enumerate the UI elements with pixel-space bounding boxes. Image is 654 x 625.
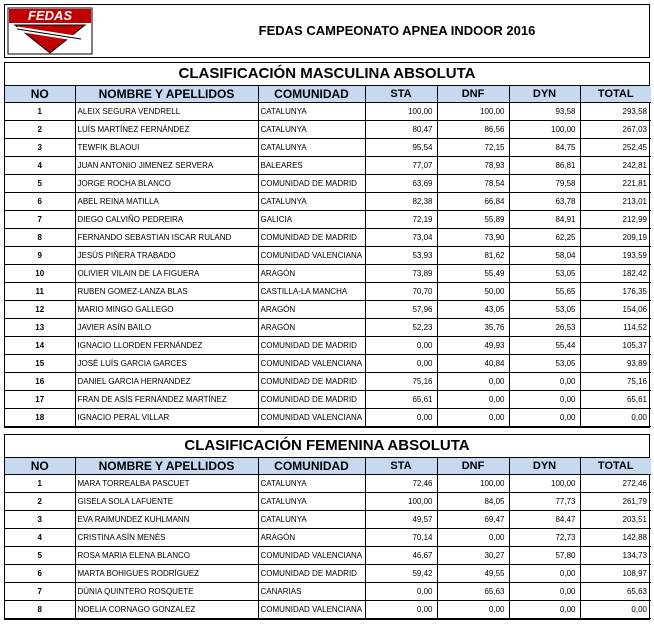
col-name-header: NOMBRE Y APELLIDOS xyxy=(75,86,258,103)
sta-cell: 100,00 xyxy=(365,103,437,121)
rank-cell: 7 xyxy=(5,583,75,601)
comunidad-cell: COMUNIDAD DE MADRID xyxy=(258,229,365,247)
femenina-section xyxy=(4,434,650,620)
rank-cell: 14 xyxy=(5,337,75,355)
name-cell: ALEIX SEGURA VENDRELL xyxy=(75,103,258,121)
rank-cell: 5 xyxy=(5,175,75,193)
col-comunidad-header: COMUNIDAD xyxy=(258,458,365,475)
table-row xyxy=(5,175,651,193)
dyn-cell: 100,00 xyxy=(509,475,580,493)
rank-cell: 18 xyxy=(5,409,75,427)
name-cell: RUBEN GOMEZ-LANZA BLAS xyxy=(75,283,258,301)
dnf-cell: 40,84 xyxy=(437,355,509,373)
rank-cell: 10 xyxy=(5,265,75,283)
name-cell: JESÚS PIÑERA TRABADO xyxy=(75,247,258,265)
dnf-cell: 84,05 xyxy=(437,493,509,511)
col-dnf-header: DNF xyxy=(437,458,509,475)
logo-text: FEDAS xyxy=(27,8,73,23)
table-row xyxy=(5,547,651,565)
dyn-cell: 77,73 xyxy=(509,493,580,511)
sta-cell: 72,46 xyxy=(365,475,437,493)
name-cell: JORGE ROCHA BLANCO xyxy=(75,175,258,193)
comunidad-cell: COMUNIDAD VALENCIANA xyxy=(258,247,365,265)
dyn-cell: 84,75 xyxy=(509,139,580,157)
comunidad-cell: CATALUNYA xyxy=(258,121,365,139)
dnf-cell: 0,00 xyxy=(437,601,509,619)
dyn-cell: 86,81 xyxy=(509,157,580,175)
name-cell: DIEGO CALVIÑO PEDREIRA xyxy=(75,211,258,229)
comunidad-cell: CATALUNYA xyxy=(258,511,365,529)
col-name-header: NOMBRE Y APELLIDOS xyxy=(75,458,258,475)
dnf-cell: 72,15 xyxy=(437,139,509,157)
col-sta-header: STA xyxy=(365,458,437,475)
rank-cell: 8 xyxy=(5,229,75,247)
rank-cell: 12 xyxy=(5,301,75,319)
sta-cell: 0,00 xyxy=(365,337,437,355)
name-cell: JAVIER ASÍN BAILO xyxy=(75,319,258,337)
total-cell: 108,97 xyxy=(580,565,651,583)
total-cell: 267,03 xyxy=(580,121,651,139)
dyn-cell: 0,00 xyxy=(509,565,580,583)
sta-cell: 73,89 xyxy=(365,265,437,283)
total-cell: 221,81 xyxy=(580,175,651,193)
table-row xyxy=(5,103,651,121)
rank-cell: 5 xyxy=(5,547,75,565)
table-row xyxy=(5,157,651,175)
total-cell: 105,37 xyxy=(580,337,651,355)
rank-cell: 6 xyxy=(5,565,75,583)
col-dyn-header: DYN xyxy=(509,86,580,103)
total-cell: 261,79 xyxy=(580,493,651,511)
dnf-cell: 69,47 xyxy=(437,511,509,529)
rank-cell: 8 xyxy=(5,601,75,619)
dnf-cell: 0,00 xyxy=(437,529,509,547)
dyn-cell: 0,00 xyxy=(509,409,580,427)
table-row xyxy=(5,529,651,547)
dnf-cell: 0,00 xyxy=(437,373,509,391)
sta-cell: 52,23 xyxy=(365,319,437,337)
sta-cell: 65,61 xyxy=(365,391,437,409)
sta-cell: 82,38 xyxy=(365,193,437,211)
table-row xyxy=(5,229,651,247)
name-cell: ROSA MARIA ELENA BLANCO xyxy=(75,547,258,565)
table-row xyxy=(5,121,651,139)
sta-cell: 95,54 xyxy=(365,139,437,157)
table-row xyxy=(5,391,651,409)
femenina-title: CLASIFICACIÓN FEMENINA ABSOLUTA xyxy=(5,435,649,458)
comunidad-cell: ARAGÓN xyxy=(258,301,365,319)
table-row xyxy=(5,601,651,619)
rank-cell: 17 xyxy=(5,391,75,409)
total-cell: 252,45 xyxy=(580,139,651,157)
total-cell: 75,16 xyxy=(580,373,651,391)
name-cell: MARA TORREALBA PASCUET xyxy=(75,475,258,493)
sta-cell: 77,07 xyxy=(365,157,437,175)
dnf-cell: 100,00 xyxy=(437,103,509,121)
name-cell: JOSÉ LUÍS GARCIA GARCES xyxy=(75,355,258,373)
dyn-cell: 84,47 xyxy=(509,511,580,529)
comunidad-cell: ARAGÓN xyxy=(258,265,365,283)
total-cell: 212,99 xyxy=(580,211,651,229)
sta-cell: 80,47 xyxy=(365,121,437,139)
rank-cell: 9 xyxy=(5,247,75,265)
sta-cell: 100,00 xyxy=(365,493,437,511)
sta-cell: 0,00 xyxy=(365,601,437,619)
dnf-cell: 78,93 xyxy=(437,157,509,175)
total-cell: 203,51 xyxy=(580,511,651,529)
sta-cell: 72,19 xyxy=(365,211,437,229)
col-no-header: NO xyxy=(5,458,75,475)
dyn-cell: 55,65 xyxy=(509,283,580,301)
total-cell: 293,58 xyxy=(580,103,651,121)
dnf-cell: 100,00 xyxy=(437,475,509,493)
dnf-cell: 49,93 xyxy=(437,337,509,355)
table-row xyxy=(5,247,651,265)
document-header xyxy=(4,4,650,58)
table-row xyxy=(5,511,651,529)
dyn-cell: 53,05 xyxy=(509,265,580,283)
dyn-cell: 0,00 xyxy=(509,373,580,391)
sta-cell: 49,57 xyxy=(365,511,437,529)
rank-cell: 4 xyxy=(5,529,75,547)
rank-cell: 6 xyxy=(5,193,75,211)
total-cell: 142,88 xyxy=(580,529,651,547)
table-row xyxy=(5,475,651,493)
total-cell: 93,89 xyxy=(580,355,651,373)
dyn-cell: 26,53 xyxy=(509,319,580,337)
rank-cell: 1 xyxy=(5,475,75,493)
total-cell: 154,06 xyxy=(580,301,651,319)
name-cell: DÚNIA QUINTERO ROSQUETE xyxy=(75,583,258,601)
dyn-cell: 55,44 xyxy=(509,337,580,355)
dnf-cell: 30,27 xyxy=(437,547,509,565)
table-row xyxy=(5,337,651,355)
name-cell: NOELIA CORNAGO GONZALEZ xyxy=(75,601,258,619)
comunidad-cell: ARAGÓN xyxy=(258,319,365,337)
name-cell: OLIVIER VILAIN DE LA FIGUERA xyxy=(75,265,258,283)
dyn-cell: 63,78 xyxy=(509,193,580,211)
name-cell: ABEL REINA MATILLA xyxy=(75,193,258,211)
sta-cell: 57,96 xyxy=(365,301,437,319)
dnf-cell: 81,62 xyxy=(437,247,509,265)
col-no-header: NO xyxy=(5,86,75,103)
rank-cell: 2 xyxy=(5,121,75,139)
rank-cell: 15 xyxy=(5,355,75,373)
total-cell: 134,73 xyxy=(580,547,651,565)
rank-cell: 2 xyxy=(5,493,75,511)
dnf-cell: 43,05 xyxy=(437,301,509,319)
name-cell: IGNACIO LLORDEN FERNÁNDEZ xyxy=(75,337,258,355)
comunidad-cell: CATALUNYA xyxy=(258,475,365,493)
total-cell: 213,01 xyxy=(580,193,651,211)
comunidad-cell: COMUNIDAD VALENCIANA xyxy=(258,547,365,565)
name-cell: CRISTINA ASÍN MENÉS xyxy=(75,529,258,547)
dnf-cell: 35,76 xyxy=(437,319,509,337)
total-cell: 193,59 xyxy=(580,247,651,265)
table-row xyxy=(5,139,651,157)
total-cell: 272,46 xyxy=(580,475,651,493)
table-row xyxy=(5,583,651,601)
comunidad-cell: COMUNIDAD VALENCIANA xyxy=(258,409,365,427)
masculina-section xyxy=(4,62,650,428)
dyn-cell: 84,91 xyxy=(509,211,580,229)
comunidad-cell: COMUNIDAD DE MADRID xyxy=(258,373,365,391)
femenina-table xyxy=(5,458,651,619)
table-row xyxy=(5,301,651,319)
col-dnf-header: DNF xyxy=(437,86,509,103)
name-cell: TEWFIK BLAOUI xyxy=(75,139,258,157)
name-cell: IGNACIO PERAL VILLAR xyxy=(75,409,258,427)
comunidad-cell: GALICIA xyxy=(258,211,365,229)
rank-cell: 11 xyxy=(5,283,75,301)
comunidad-cell: CATALUNYA xyxy=(258,193,365,211)
dyn-cell: 53,05 xyxy=(509,355,580,373)
sta-cell: 0,00 xyxy=(365,409,437,427)
comunidad-cell: BALEARES xyxy=(258,157,365,175)
page-title: FEDAS CAMPEONATO APNEA INDOOR 2016 xyxy=(258,23,536,38)
total-cell: 114,52 xyxy=(580,319,651,337)
rank-cell: 3 xyxy=(5,511,75,529)
fedas-logo xyxy=(7,7,93,55)
femenina-header-row xyxy=(5,458,651,475)
sta-cell: 63,69 xyxy=(365,175,437,193)
sta-cell: 0,00 xyxy=(365,583,437,601)
total-cell: 182,42 xyxy=(580,265,651,283)
rank-cell: 7 xyxy=(5,211,75,229)
total-cell: 0,00 xyxy=(580,601,651,619)
table-row xyxy=(5,565,651,583)
rank-cell: 4 xyxy=(5,157,75,175)
total-cell: 176,35 xyxy=(580,283,651,301)
rank-cell: 16 xyxy=(5,373,75,391)
dnf-cell: 65,63 xyxy=(437,583,509,601)
name-cell: FRAN DE ASÍS FERNÁNDEZ MARTÍNEZ xyxy=(75,391,258,409)
sta-cell: 53,93 xyxy=(365,247,437,265)
dyn-cell: 0,00 xyxy=(509,583,580,601)
table-row xyxy=(5,265,651,283)
comunidad-cell: COMUNIDAD VALENCIANA xyxy=(258,355,365,373)
dnf-cell: 0,00 xyxy=(437,409,509,427)
name-cell: EVA RAIMUNDEZ KUHLMANN xyxy=(75,511,258,529)
dyn-cell: 58,04 xyxy=(509,247,580,265)
dnf-cell: 50,00 xyxy=(437,283,509,301)
dnf-cell: 55,89 xyxy=(437,211,509,229)
dyn-cell: 0,00 xyxy=(509,391,580,409)
comunidad-cell: ARAGÓN xyxy=(258,529,365,547)
table-row xyxy=(5,409,651,427)
table-row xyxy=(5,373,651,391)
dyn-cell: 57,80 xyxy=(509,547,580,565)
dyn-cell: 100,00 xyxy=(509,121,580,139)
sta-cell: 73,04 xyxy=(365,229,437,247)
dnf-cell: 55,49 xyxy=(437,265,509,283)
dyn-cell: 79,58 xyxy=(509,175,580,193)
dnf-cell: 0,00 xyxy=(437,391,509,409)
masculina-table xyxy=(5,86,651,427)
comunidad-cell: CATALUNYA xyxy=(258,103,365,121)
total-cell: 65,63 xyxy=(580,583,651,601)
table-row xyxy=(5,319,651,337)
rank-cell: 13 xyxy=(5,319,75,337)
dyn-cell: 72,73 xyxy=(509,529,580,547)
dyn-cell: 93,58 xyxy=(509,103,580,121)
total-cell: 242,81 xyxy=(580,157,651,175)
dyn-cell: 62,25 xyxy=(509,229,580,247)
dyn-cell: 53,05 xyxy=(509,301,580,319)
name-cell: MARIO MINGO GALLEGO xyxy=(75,301,258,319)
comunidad-cell: COMUNIDAD DE MADRID xyxy=(258,391,365,409)
comunidad-cell: CANARIAS xyxy=(258,583,365,601)
sta-cell: 70,70 xyxy=(365,283,437,301)
comunidad-cell: COMUNIDAD DE MADRID xyxy=(258,565,365,583)
sta-cell: 70,14 xyxy=(365,529,437,547)
comunidad-cell: COMUNIDAD VALENCIANA xyxy=(258,601,365,619)
total-cell: 209,19 xyxy=(580,229,651,247)
masculina-header-row xyxy=(5,86,651,103)
dyn-cell: 0,00 xyxy=(509,601,580,619)
total-cell: 65,61 xyxy=(580,391,651,409)
table-row xyxy=(5,211,651,229)
table-row xyxy=(5,355,651,373)
name-cell: MARTA BOHIGUES RODRÍGUEZ xyxy=(75,565,258,583)
dnf-cell: 66,84 xyxy=(437,193,509,211)
sta-cell: 59,42 xyxy=(365,565,437,583)
dnf-cell: 78,54 xyxy=(437,175,509,193)
masculina-title: CLASIFICACIÓN MASCULINA ABSOLUTA xyxy=(5,63,649,86)
col-total-header: TOTAL xyxy=(580,458,651,475)
comunidad-cell: COMUNIDAD DE MADRID xyxy=(258,337,365,355)
name-cell: GISELA SOLA LAFUENTE xyxy=(75,493,258,511)
rank-cell: 1 xyxy=(5,103,75,121)
comunidad-cell: CATALUNYA xyxy=(258,139,365,157)
col-sta-header: STA xyxy=(365,86,437,103)
table-row xyxy=(5,193,651,211)
rank-cell: 3 xyxy=(5,139,75,157)
col-comunidad-header: COMUNIDAD xyxy=(258,86,365,103)
col-dyn-header: DYN xyxy=(509,458,580,475)
dnf-cell: 49,55 xyxy=(437,565,509,583)
comunidad-cell: COMUNIDAD DE MADRID xyxy=(258,175,365,193)
col-total-header: TOTAL xyxy=(580,86,651,103)
table-row xyxy=(5,283,651,301)
sta-cell: 0,00 xyxy=(365,355,437,373)
total-cell: 0,00 xyxy=(580,409,651,427)
sta-cell: 75,16 xyxy=(365,373,437,391)
table-row xyxy=(5,493,651,511)
dnf-cell: 73,90 xyxy=(437,229,509,247)
dnf-cell: 86,56 xyxy=(437,121,509,139)
name-cell: LUÍS MARTÍNEZ FERNÁNDEZ xyxy=(75,121,258,139)
name-cell: FERNANDO SEBASTIAN ISCAR RULAND xyxy=(75,229,258,247)
comunidad-cell: CASTILLA-LA MANCHA xyxy=(258,283,365,301)
sta-cell: 46,67 xyxy=(365,547,437,565)
name-cell: DANIEL GARCIA HERNANDEZ xyxy=(75,373,258,391)
name-cell: JUAN ANTONIO JIMENEZ SERVERA xyxy=(75,157,258,175)
comunidad-cell: CATALUNYA xyxy=(258,493,365,511)
